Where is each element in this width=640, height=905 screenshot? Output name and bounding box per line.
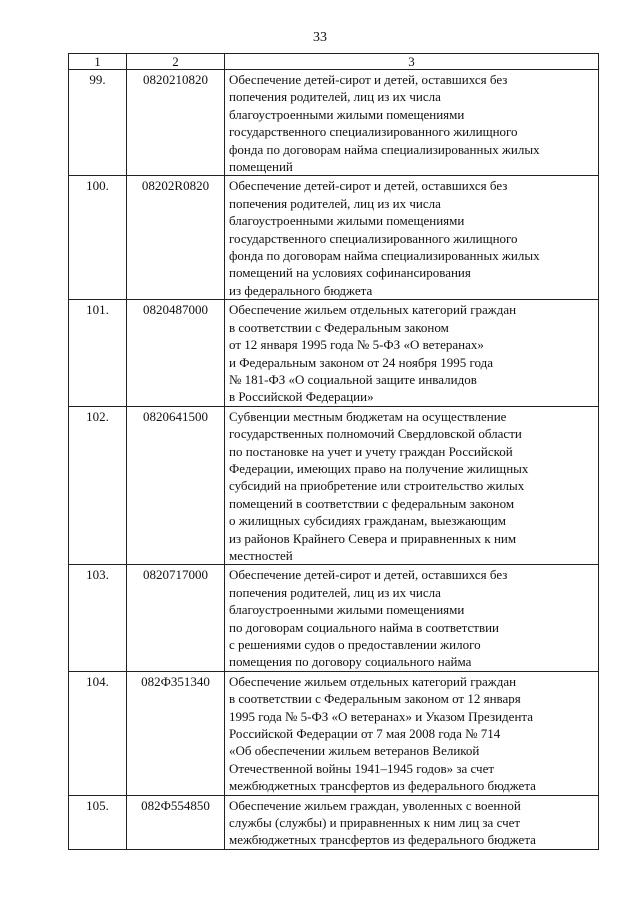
description-line: Обеспечение детей-сирот и детей, оставшихся без xyxy=(229,178,508,194)
table-body xyxy=(69,70,599,850)
description-line: № 181-ФЗ «О социальной защите инвалидов xyxy=(229,371,477,387)
description-line: межбюджетных трансфертов из федерального бюджета xyxy=(229,832,536,848)
description-line: в Российской Федерации» xyxy=(229,389,374,405)
budget-code: 0820210820 xyxy=(127,70,225,176)
description-line: Обеспечение детей-сирот и детей, оставшихся без xyxy=(229,72,508,87)
description-line: Обеспечение жильем отдельных категорий граждан xyxy=(229,302,517,318)
budget-code: 082Ф554850 xyxy=(127,795,225,849)
row-number: 105. xyxy=(69,795,127,849)
budget-code: 08202R0820 xyxy=(127,176,225,300)
description-line: по постановке на учет и учету граждан Российской xyxy=(229,443,513,459)
description-line: в соответствии с Федеральным законом от 12 января xyxy=(229,691,521,707)
column-header-code: 2 xyxy=(127,54,225,70)
column-header-number: 1 xyxy=(69,54,127,70)
table-row xyxy=(69,671,599,795)
expense-description xyxy=(225,406,599,565)
expense-description xyxy=(225,795,599,849)
table-row xyxy=(69,70,599,176)
description-line: государственного специализированного жилищного xyxy=(229,230,518,246)
expense-description xyxy=(225,176,599,300)
table-row xyxy=(69,300,599,406)
description-line: фонда по договорам найма специализированных жилых xyxy=(229,248,540,264)
description-line: о жилищных субсидиях гражданам, выезжающим xyxy=(229,513,506,529)
column-header-description: 3 xyxy=(225,54,599,70)
description-line: 1995 года № 5-ФЗ «О ветеранах» и Указом Президента xyxy=(229,708,534,724)
description-line: попечения родителей, лиц из их числа xyxy=(229,195,441,211)
description-line: Отечественной войны 1941–1945 годов» за счет xyxy=(229,760,495,776)
row-number: 103. xyxy=(69,565,127,671)
row-number: 101. xyxy=(69,300,127,406)
budget-codes-table xyxy=(68,53,599,850)
table-row xyxy=(69,406,599,565)
row-number: 100. xyxy=(69,176,127,300)
expense-description xyxy=(225,565,599,671)
description-line: государственного специализированного жилищного xyxy=(229,124,518,140)
table-header-row xyxy=(69,54,599,70)
description-line: помещений на условиях софинансирования xyxy=(229,265,471,281)
description-line: Обеспечение жильем граждан, уволенных с военной xyxy=(229,797,521,813)
row-number: 99. xyxy=(69,70,127,176)
description-line: помещения по договору социального найма xyxy=(229,654,472,670)
description-line: благоустроенными жилыми помещениями xyxy=(229,106,465,122)
description-line: из федерального бюджета xyxy=(229,282,373,298)
table-row xyxy=(69,795,599,849)
budget-code: 0820717000 xyxy=(127,565,225,671)
description-line: государственных полномочий Свердловской области xyxy=(229,426,522,442)
description-line: и Федеральным законом от 24 ноября 1995 года xyxy=(229,354,493,370)
description-line: благоустроенными жилыми помещениями xyxy=(229,602,465,618)
page-number: 33 xyxy=(313,30,327,45)
description-line: благоустроенными жилыми помещениями xyxy=(229,213,465,229)
description-line: Обеспечение жильем отдельных категорий граждан xyxy=(229,673,517,689)
row-number: 102. xyxy=(69,406,127,565)
description-line: Субвенции местным бюджетам на осуществление xyxy=(229,408,507,424)
description-line: с решениями судов о предоставлении жилого xyxy=(229,637,481,652)
description-line: «Об обеспечении жильем ветеранов Великой xyxy=(229,743,480,759)
description-line: субсидий на приобретение или строительство жилых xyxy=(229,478,525,494)
description-line: от 12 января 1995 года № 5-ФЗ «О ветеранах» xyxy=(229,337,484,353)
budget-code: 0820487000 xyxy=(127,300,225,406)
description-line: Российской Федерации от 7 мая 2008 года № 714 xyxy=(229,726,501,742)
row-number: 104. xyxy=(69,671,127,795)
budget-code: 0820641500 xyxy=(127,406,225,565)
table-row xyxy=(69,565,599,671)
expense-description xyxy=(225,671,599,795)
expense-description xyxy=(225,300,599,406)
table-row xyxy=(69,176,599,300)
description-line: попечения родителей, лиц из их числа xyxy=(229,89,441,105)
description-line: Федерации, имеющих право на получение жилищных xyxy=(229,460,529,476)
description-line: в соответствии с Федеральным законом xyxy=(229,319,449,335)
description-line: по договорам социального найма в соответствии xyxy=(229,619,500,635)
description-line: помещений в соответствии с федеральным законом xyxy=(229,495,515,511)
description-line: помещений xyxy=(229,159,293,175)
expense-description xyxy=(225,70,599,176)
description-line: фонда по договорам найма специализированных жилых xyxy=(229,141,540,157)
description-line: местностей xyxy=(229,547,293,563)
description-line: межбюджетных трансфертов из федерального бюджета xyxy=(229,778,536,794)
description-line: из районов Крайнего Севера и приравненных к ним xyxy=(229,530,517,546)
budget-code: 082Ф351340 xyxy=(127,671,225,795)
description-line: попечения родителей, лиц из их числа xyxy=(229,584,441,600)
description-line: Обеспечение детей-сирот и детей, оставшихся без xyxy=(229,567,508,583)
description-line: службы (службы) и приравненных к ним лиц за счет xyxy=(229,815,521,831)
